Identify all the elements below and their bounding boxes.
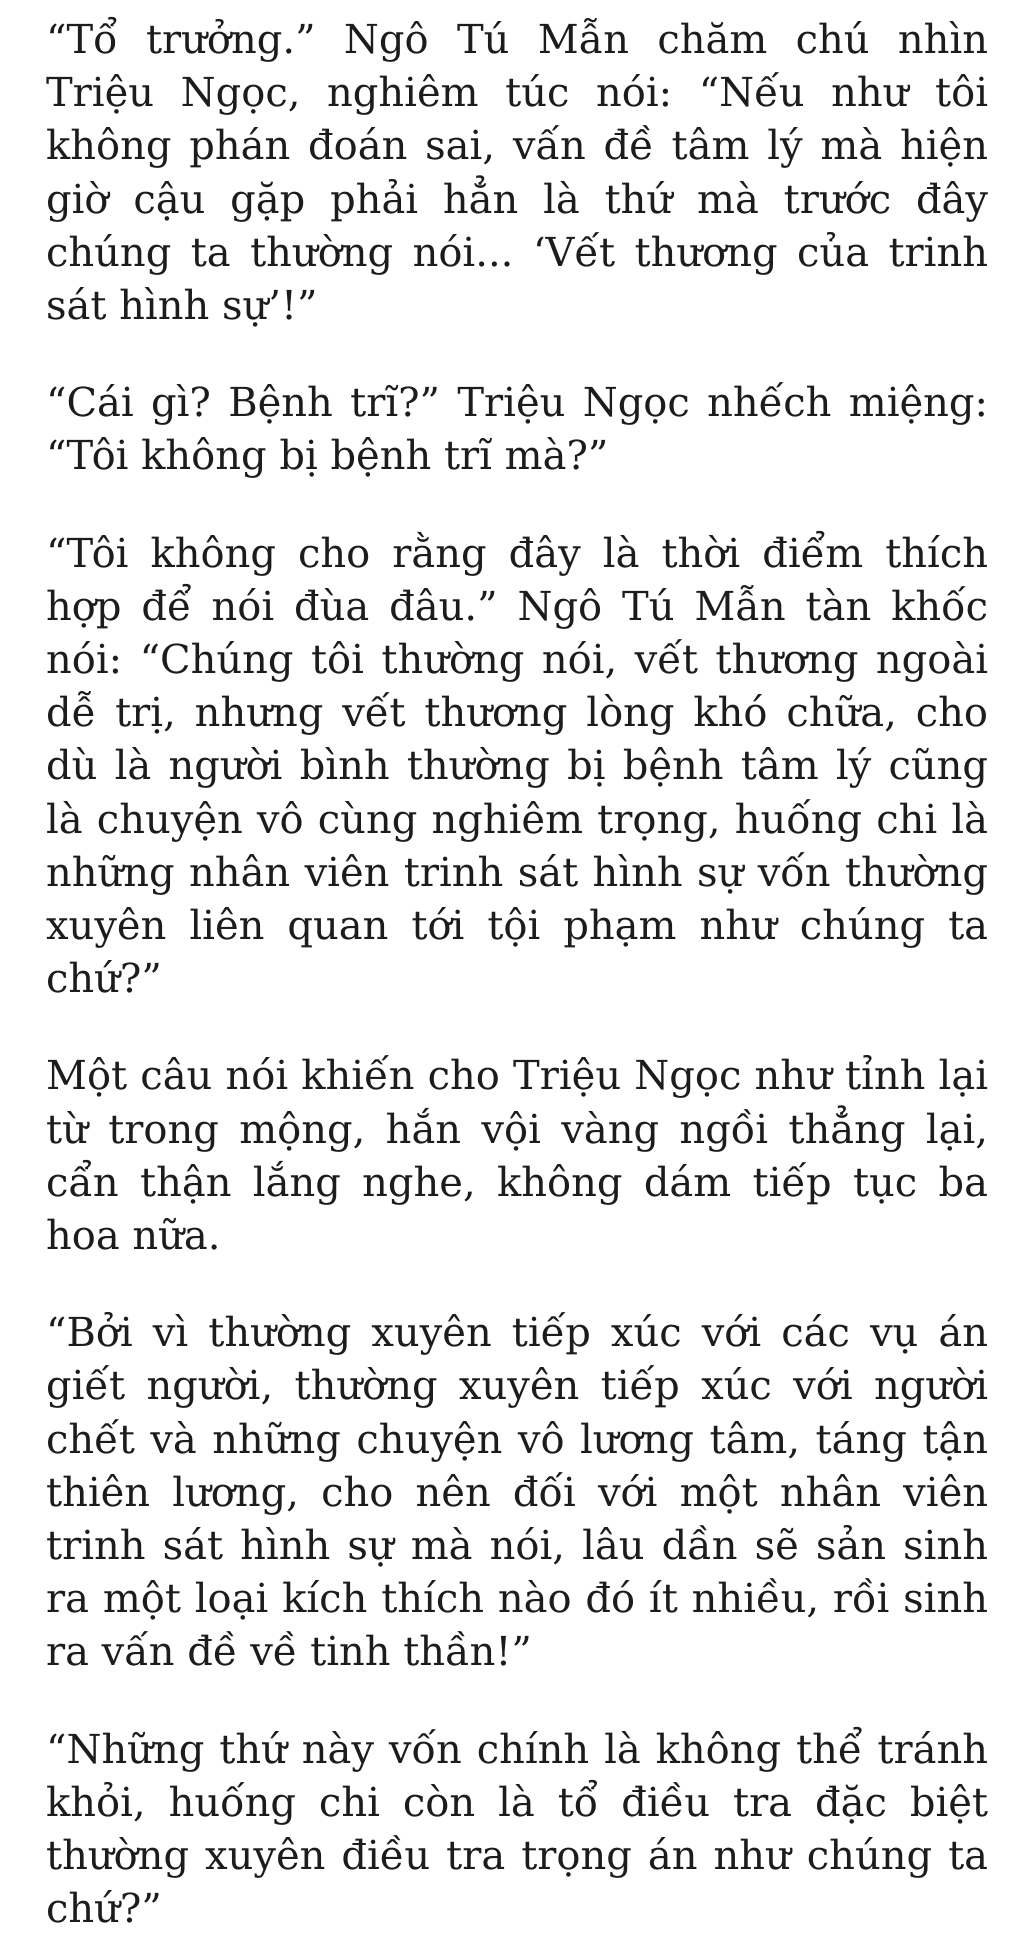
paragraph: “Những thứ này vốn chính là không thể tránh khỏi, huống chi còn là tổ điều tra đặc biệt thường xuyên điều tra trọng án như chúng ta chứ?” [46, 1726, 988, 1933]
paragraph: “Cái gì? Bệnh trĩ?” Triệu Ngọc nhếch miệng: “Tôi không bị bệnh trĩ mà?” [46, 380, 988, 480]
paragraph: Một câu nói khiến cho Triệu Ngọc như tỉnh lại từ trong mộng, hắn vội vàng ngồi thẳng lại, cẩn thận lắng nghe, không dám tiếp tục ba hoa nữa. [46, 1053, 988, 1260]
reader-page [46, 14, 988, 1937]
paragraph: “Bởi vì thường xuyên tiếp xúc với các vụ án giết người, thường xuyên tiếp xúc với người chết và những chuyện vô lương tâm, táng tận thiên lương, cho nên đối với một nhân viên trinh sát hình sự mà nói, lâu dần sẽ sản sinh ra một loại kích thích nào đó ít nhiều, rồi sinh ra vấn đề về tinh thần!” [46, 1310, 988, 1676]
paragraph: “Tổ trưởng.” Ngô Tú Mẫn chăm chú nhìn Triệu Ngọc, nghiêm túc nói: “Nếu như tôi không phán đoán sai, vấn đề tâm lý mà hiện giờ cậu gặp phải hẳn là thứ mà trước đây chúng ta thường nói... ‘Vết thương của trinh sát hình sự’!” [46, 17, 988, 330]
paragraph: “Tôi không cho rằng đây là thời điểm thích hợp để nói đùa đâu.” Ngô Tú Mẫn tàn khốc nói: “Chúng tôi thường nói, vết thương ngoài dễ trị, nhưng vết thương lòng khó chữa, cho dù là người bình thường bị bệnh tâm lý cũng là chuyện vô cùng nghiêm trọng, huống chi là những nhân viên trinh sát hình sự vốn thường xuyên liên quan tới tội phạm như chúng ta chứ?” [46, 530, 988, 1003]
